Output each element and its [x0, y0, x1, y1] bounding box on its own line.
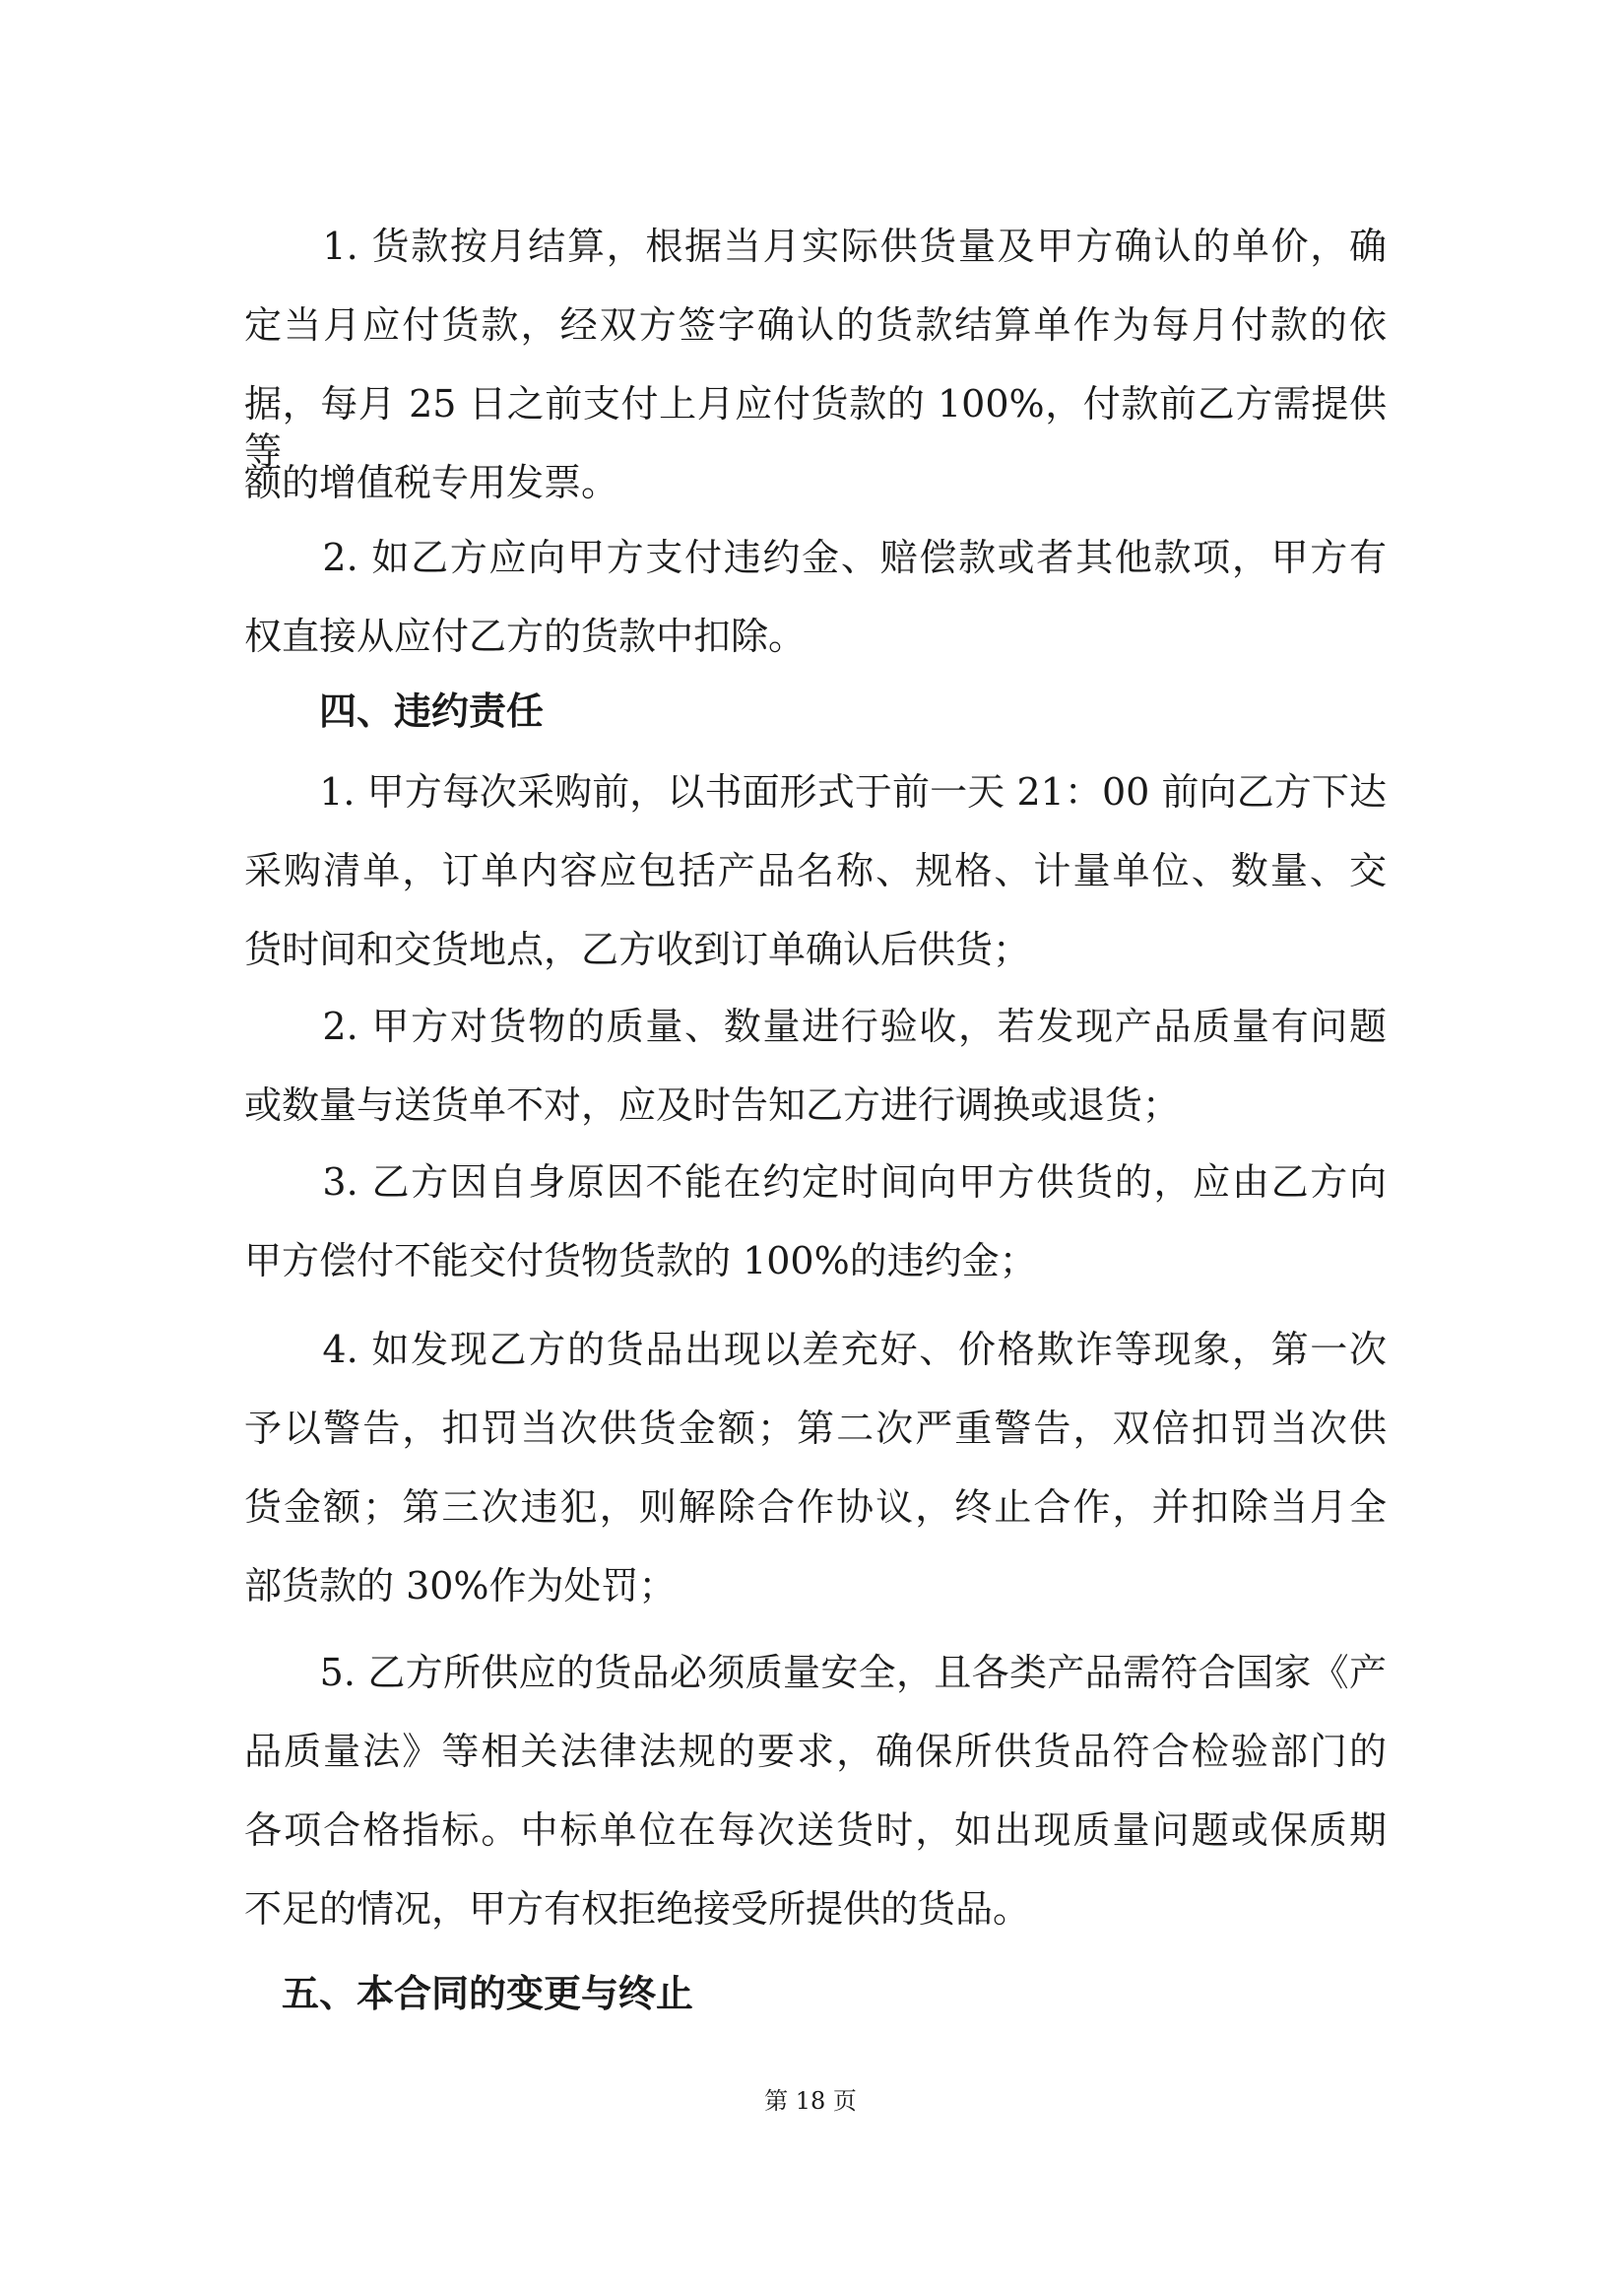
- page-number: 第 18 页: [764, 2087, 857, 2115]
- paragraph-line: 各项合格指标。中标单位在每次送货时，如出现质量问题或保质期: [244, 1808, 1387, 1852]
- paragraph-line: 3. 乙方因自身原因不能在约定时间向甲方供货的，应由乙方向: [244, 1160, 1387, 1204]
- paragraph-line: 1. 甲方每次采购前，以书面形式于前一天 21：00 前向乙方下达: [244, 770, 1387, 814]
- paragraph-line: 1. 货款按月结算，根据当月实际供货量及甲方确认的单价，确: [244, 225, 1387, 268]
- paragraph-line: 货时间和交货地点，乙方收到订单确认后供货；: [244, 928, 1031, 971]
- paragraph-line: 部货款的 30%作为处罚；: [244, 1564, 677, 1607]
- paragraph-line: 2. 甲方对货物的质量、数量进行验收，若发现产品质量有问题: [244, 1005, 1387, 1048]
- section-heading: 四、违约责任: [244, 689, 545, 733]
- paragraph-line: 4. 如发现乙方的货品出现以差充好、价格欺诈等现象，第一次: [244, 1328, 1387, 1371]
- paragraph-line: 5. 乙方所供应的货品必须质量安全，且各类产品需符合国家《产: [244, 1651, 1387, 1694]
- paragraph-line: 予以警告，扣罚当次供货金额；第二次严重警告，双倍扣罚当次供: [244, 1407, 1387, 1450]
- paragraph-line: 甲方偿付不能交付货物货款的 100%的违约金；: [244, 1239, 1037, 1282]
- section-heading: 五、本合同的变更与终止: [244, 1972, 694, 2015]
- paragraph-line: 货金额；第三次违犯，则解除合作协议，终止合作，并扣除当月全: [244, 1485, 1387, 1529]
- paragraph-line: 2. 如乙方应向甲方支付违约金、赔偿款或者其他款项，甲方有: [244, 536, 1387, 579]
- paragraph-line: 据，每月 25 日之前支付上月应付货款的 100%，付款前乙方需提供等: [244, 382, 1387, 473]
- paragraph-line: 品质量法》等相关法律法规的要求，确保所供货品符合检验部门的: [244, 1730, 1387, 1773]
- paragraph-line: 权直接从应付乙方的货款中扣除。: [244, 615, 807, 658]
- paragraph-line: 不足的情况，甲方有权拒绝接受所提供的货品。: [244, 1887, 1031, 1931]
- paragraph-line: 额的增值税专用发票。: [244, 461, 619, 504]
- paragraph-line: 采购清单，订单内容应包括产品名称、规格、计量单位、数量、交: [244, 849, 1387, 892]
- paragraph-line: 或数量与送货单不对，应及时告知乙方进行调换或退货；: [244, 1083, 1181, 1127]
- paragraph-line: 定当月应付货款，经双方签字确认的货款结算单作为每月付款的依: [244, 303, 1387, 347]
